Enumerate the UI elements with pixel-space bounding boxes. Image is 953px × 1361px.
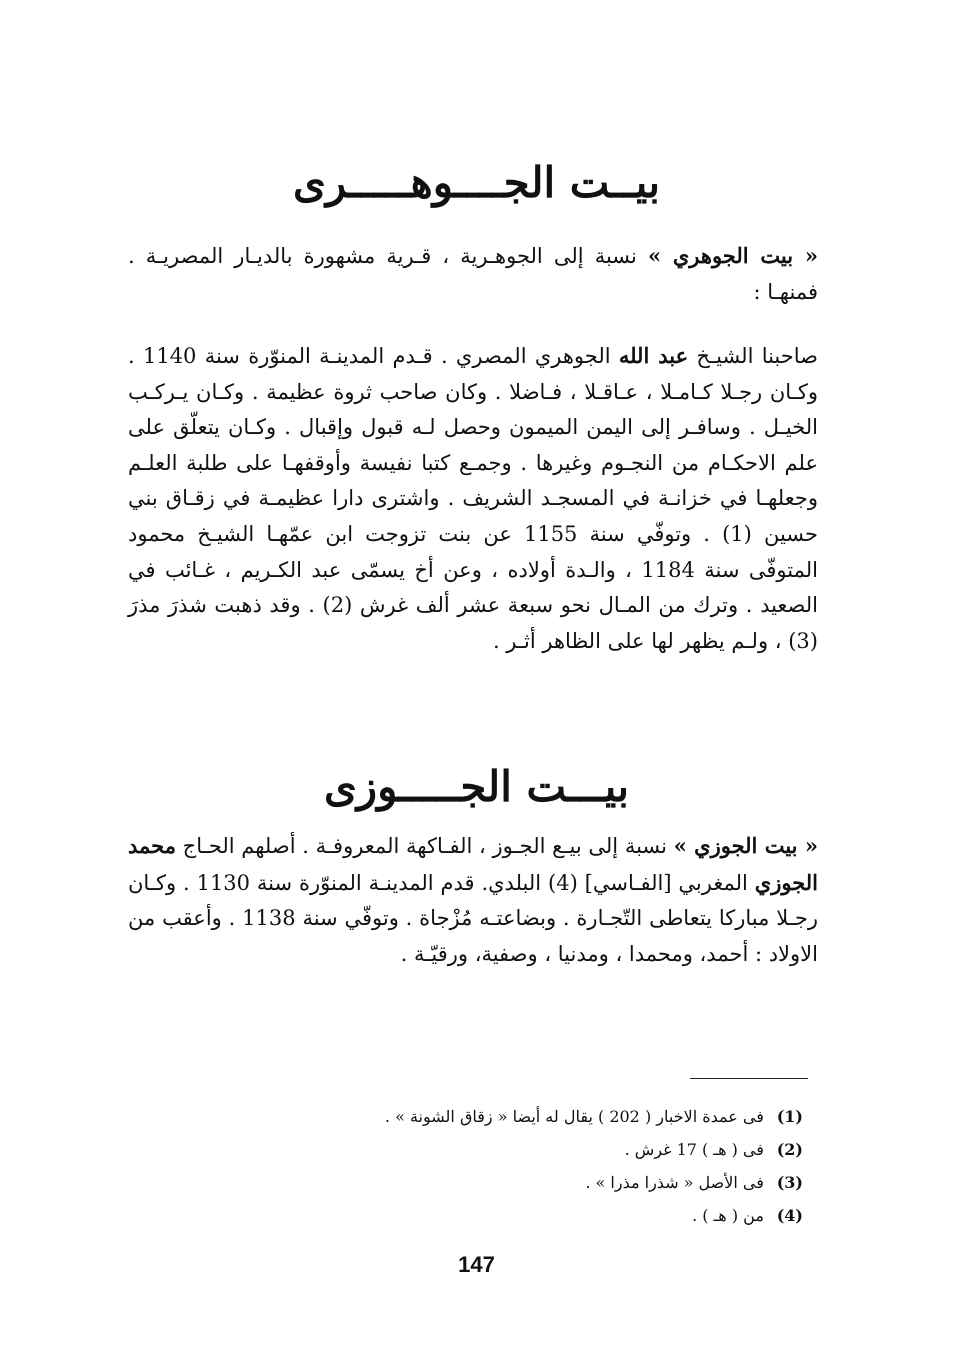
section-title-jawhari: بيــت الجــــوهـــــرى [292, 158, 661, 207]
text-run: نسبة إلى الجوهـرية ، قـرية مشهورة بالديـار المصريـة . فمنهـا : [128, 244, 818, 304]
paragraph-jawzi [128, 828, 818, 972]
bold-name: عبد الله [618, 343, 689, 368]
text-run: المغربي [الفـاسي] (4) البلدي. قدم المدينـة المنوّرة سنة 1130 . وكـان رجـلا مباركا يتعاطى التّجـارة . وبضاعتـه مُزْجاة . وتوفّي سنة 1138 . وأعقب من الاولاد : أحمد، ومحمدا ، ومدنيا ، وصفية، ورقيّـة . [128, 870, 818, 966]
text-run: نسبة إلى بيـع الجـوز ، الفـاكهة المعروفـة . أصلهم الحـاج [175, 834, 674, 858]
footnote-number: (4) [776, 1206, 803, 1225]
footnote-text: من ( هـ ) . [692, 1206, 764, 1225]
footnote-text: فى ( هـ ) 17 غرش . [624, 1140, 764, 1159]
bold-name: محمد الجوزي [128, 833, 818, 895]
bold-term: « بيت الجوزي » [673, 833, 818, 858]
footnote-number: (3) [776, 1173, 803, 1192]
text-run: الجوهري المصري . قـدم المدينـة المنوّرة سنة 1140 . وكـان رجـلا كـامـلا ، عـاقـلا ، فـاضلا . وكان صاحب ثروة عظيمة . وكـان يـركـب الخيـل . وسافـر إلى اليمن الميمون وحصل لـه قبول وإقبال . وكـان يتعلّق على علم الاحكـام من النجـوم وغيرها . وجمـع كتبا نفيسة وأوقفهـا على طلبة العلـم وجعلهـا في خزانـة في المسجـد الشريف . واشترى دارا عظيمـة في زقـاق بني حسين (1) . وتوفّي سنة 1155 عن بنت تزوجت ابن عمّهـا الشيـخ محمود المتوفّى سنة 1184 ، والـدة أولاده ، وعن أخ يسمّى عبد الكـريم ، غـائب في الصعيد . وترك من المـال نحو سبعة عشر ألف غرش (2) . وقد ذهبت شذرَ مذرَ (3) ، ولـم يظهر لها على الظاهر أثـر . [128, 344, 819, 653]
footnotes-list [163, 1100, 803, 1232]
section-title-jawzi: بيـــت الجـــــوزى [323, 762, 630, 811]
footnote-text: فى عمدة الاخبار ( 202 ) يقال له أيضا « زقاق الشونة » . [384, 1107, 764, 1126]
paragraph-intro-jawhari [128, 238, 818, 310]
footnote-number: (2) [776, 1140, 803, 1159]
footnote-text: فى الأصل « شذرا مذرا » . [585, 1173, 764, 1192]
bold-term: « بيت الجوهري » [647, 243, 818, 268]
paragraph-biography-jawhari [128, 338, 818, 659]
footnote-number: (1) [776, 1107, 803, 1126]
footnote-item [163, 1100, 803, 1133]
footnote-item [163, 1199, 803, 1232]
text-run: صاحبنا الشيـخ [688, 344, 818, 368]
footnote-item [163, 1166, 803, 1199]
footnote-item [163, 1133, 803, 1166]
page-number: 147 [458, 1252, 495, 1277]
footnote-divider [690, 1078, 808, 1079]
